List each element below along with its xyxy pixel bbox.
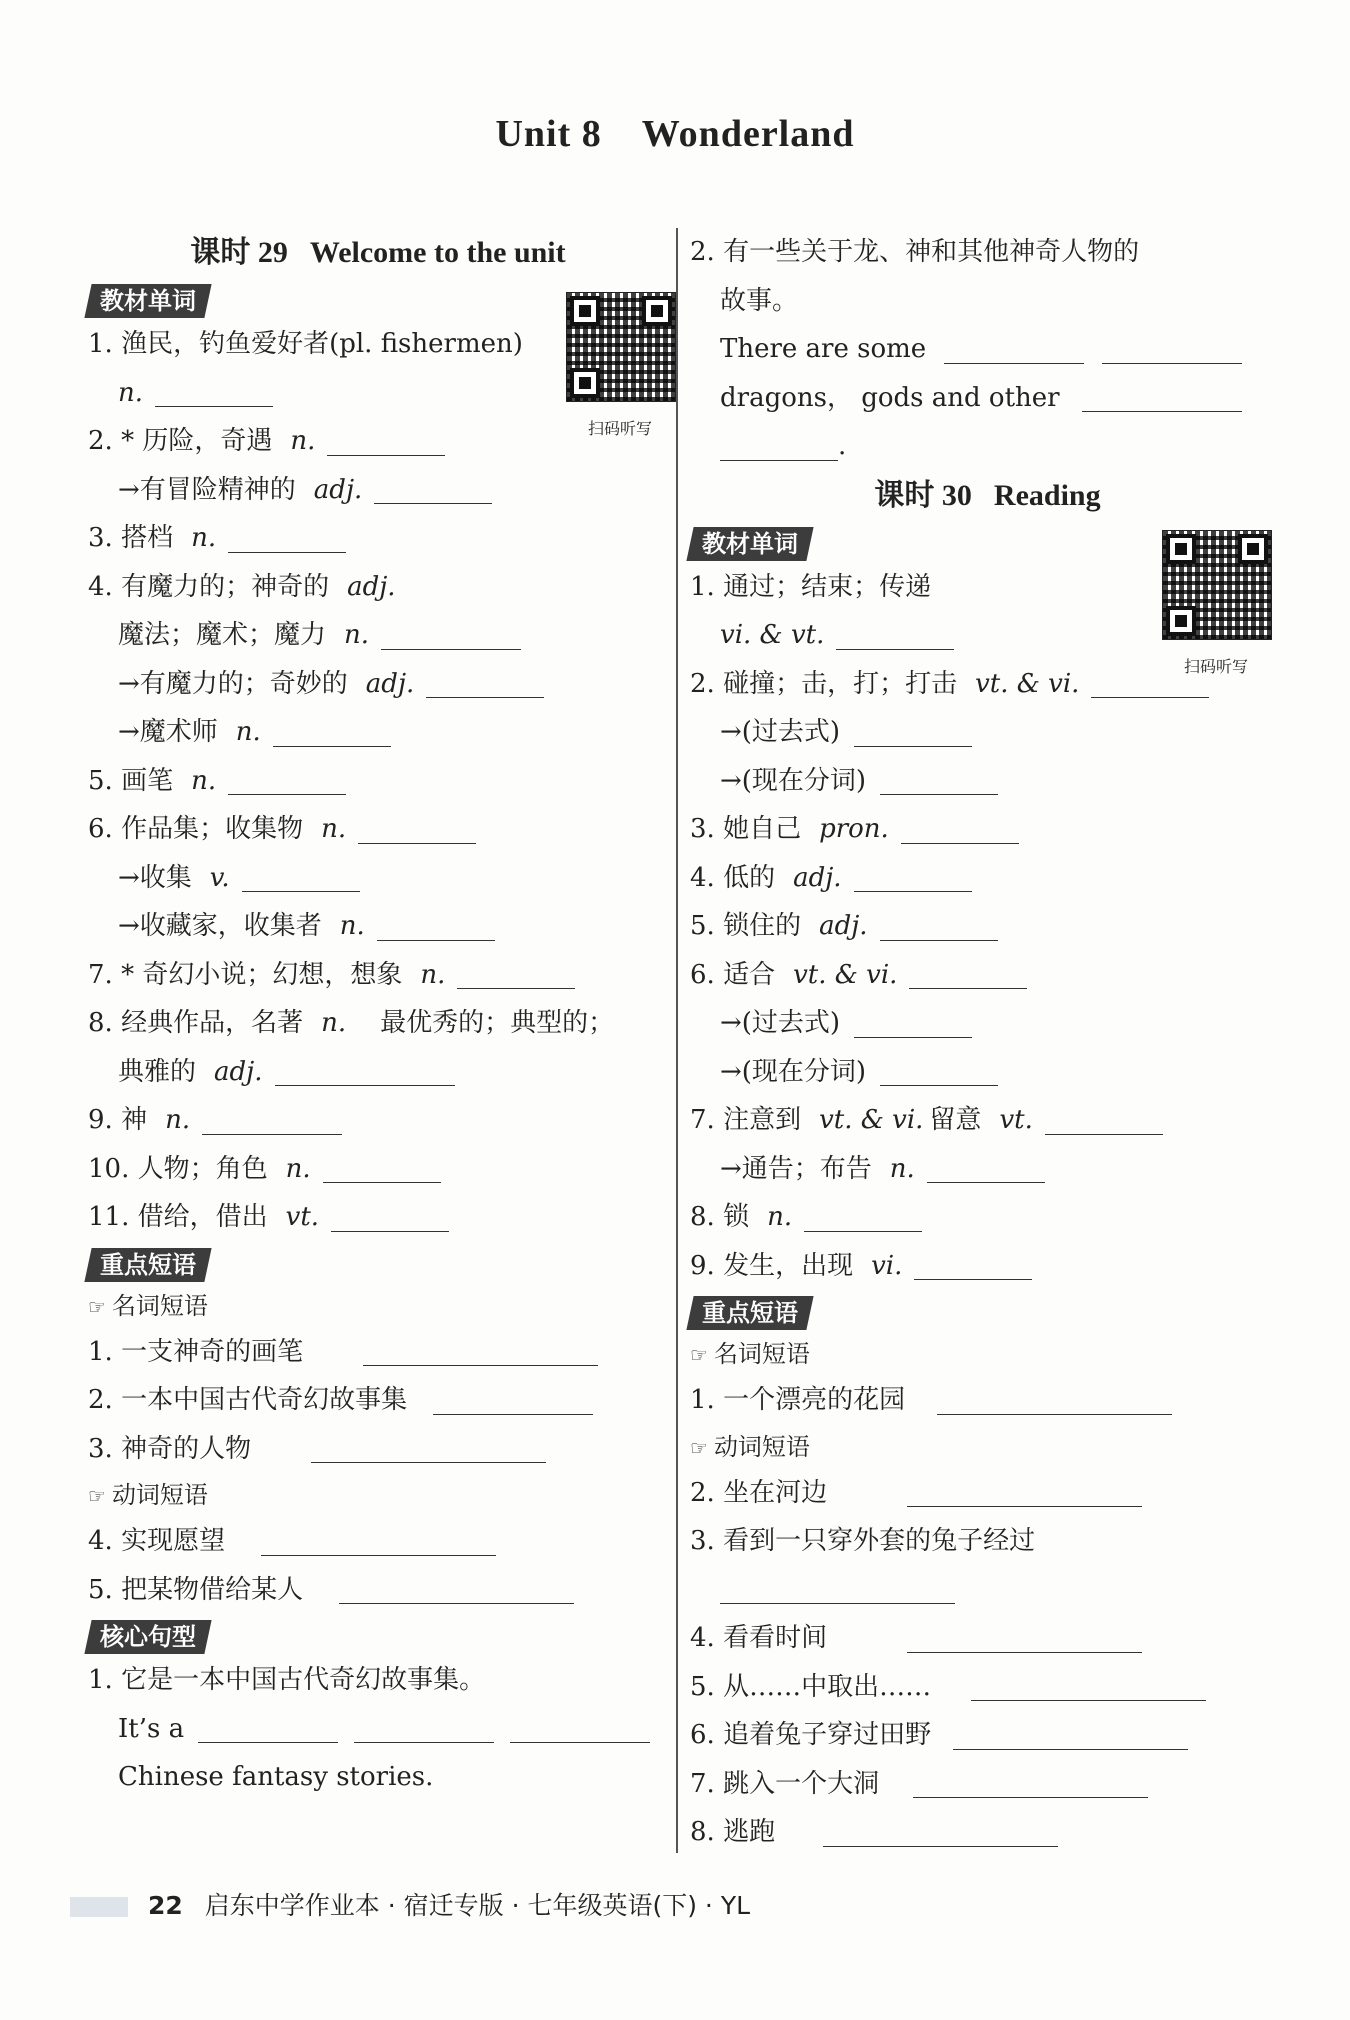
vocab-item: 典雅的 adj. bbox=[88, 1048, 668, 1097]
qr-label: 扫码听写 bbox=[1183, 657, 1248, 676]
answer-blank[interactable] bbox=[433, 1388, 593, 1415]
answer-blank[interactable] bbox=[323, 1156, 441, 1183]
phrase-item: 7. 跳入一个大洞 bbox=[690, 1760, 1285, 1809]
vocab-item: n. bbox=[88, 369, 668, 418]
pointing-hand-icon: ☞ bbox=[88, 1294, 106, 1319]
answer-blank[interactable] bbox=[1082, 385, 1242, 412]
vocab-item: 5. 锁住的 adj. bbox=[690, 902, 1285, 951]
answer-blank[interactable] bbox=[275, 1059, 455, 1086]
sentence-item: 故事。 bbox=[720, 285, 799, 316]
answer-blank[interactable] bbox=[358, 817, 476, 844]
vocab-item: →收集 v. bbox=[88, 854, 668, 903]
vocab-item: 2. * 历险，奇遇 n. bbox=[88, 417, 668, 466]
answer-blank[interactable] bbox=[311, 1436, 546, 1463]
answer-blank[interactable] bbox=[854, 1011, 972, 1038]
answer-blank[interactable] bbox=[242, 865, 360, 892]
vocab-item: →(现在分词) bbox=[690, 1048, 1285, 1097]
vocab-item: 2. 碰撞；击，打；打击 vt. & vi. bbox=[690, 660, 1285, 709]
answer-blank[interactable] bbox=[155, 380, 273, 407]
right-column bbox=[690, 228, 1285, 1857]
qr-label: 扫码听写 bbox=[587, 419, 652, 438]
vocab-item: vi. & vt. bbox=[690, 611, 1285, 660]
verb-phrases-label: ☞ 动词短语 bbox=[690, 1432, 810, 1461]
answer-blank[interactable] bbox=[854, 865, 972, 892]
answer-blank[interactable] bbox=[836, 623, 954, 650]
phrase-item: 6. 追着兔子穿过田野 bbox=[690, 1711, 1285, 1760]
answer-blank[interactable] bbox=[880, 768, 998, 795]
section-vocab-heading: 教材单词 bbox=[686, 527, 813, 561]
verb-phrases-label: ☞ 动词短语 bbox=[88, 1481, 208, 1509]
answer-blank[interactable] bbox=[913, 1771, 1148, 1798]
book-title: 启东中学作业本 · 宿迁专版 · 七年级英语(下) · YL bbox=[204, 1891, 751, 1920]
vocab-item: 7. 注意到 vt. & vi. 留意 vt. bbox=[690, 1096, 1285, 1145]
sentence-item: dragons， gods and other bbox=[690, 374, 1285, 423]
vocab-item: 3. 搭档 n. bbox=[88, 514, 668, 563]
answer-blank[interactable] bbox=[907, 1626, 1142, 1653]
vocab-item: 5. 画笔 n. bbox=[88, 757, 668, 806]
vocab-item: →(过去式) bbox=[690, 708, 1285, 757]
lesson-29-title: 课时 29 Welcome to the unit bbox=[190, 236, 566, 269]
answer-blank[interactable] bbox=[228, 526, 346, 553]
section-vocab-heading: 教材单词 bbox=[84, 284, 211, 318]
vocab-item: 魔法；魔术；魔力 n. bbox=[88, 611, 668, 660]
lesson-30-title: 课时 30 Reading bbox=[874, 478, 1101, 512]
sentence-item: There are some bbox=[690, 325, 1285, 374]
sentence-item: 2. 有一些关于龙、神和其他神奇人物的 bbox=[690, 237, 1140, 267]
unit-title bbox=[0, 112, 1350, 156]
vocab-item: →收藏家，收集者 n. bbox=[88, 902, 668, 951]
vocab-item: 1. 渔民，钓鱼爱好者(pl. fishermen) bbox=[88, 329, 523, 359]
phrase-item: 4. 实现愿望 bbox=[88, 1517, 668, 1566]
answer-blank[interactable] bbox=[510, 1716, 650, 1743]
answer-blank[interactable] bbox=[880, 914, 998, 941]
noun-phrases-label: ☞ 名词短语 bbox=[690, 1340, 810, 1368]
vocab-item: →(过去式) bbox=[690, 999, 1285, 1048]
page-number: 22 bbox=[148, 1891, 183, 1920]
phrase-item: 1. 一个漂亮的花园 bbox=[690, 1376, 1285, 1425]
sentence-item: . bbox=[690, 422, 1285, 471]
qr-code-lesson-30[interactable] bbox=[1162, 530, 1270, 677]
answer-blank[interactable] bbox=[854, 720, 972, 747]
vocab-item: →魔术师 n. bbox=[88, 708, 668, 757]
vocab-item: 3. 她自己 pron. bbox=[690, 805, 1285, 854]
vocab-item: →有冒险精神的 adj. bbox=[88, 466, 668, 515]
pointing-hand-icon: ☞ bbox=[690, 1435, 708, 1460]
vocab-item: →通告；布告 n. bbox=[690, 1145, 1285, 1194]
answer-blank[interactable] bbox=[901, 817, 1019, 844]
phrase-item: 3. 神奇的人物 bbox=[88, 1425, 668, 1474]
vocab-item: 6. 作品集；收集物 n. bbox=[88, 805, 668, 854]
answer-blank[interactable] bbox=[377, 914, 495, 941]
section-phrases-heading: 重点短语 bbox=[686, 1296, 813, 1330]
answer-blank[interactable] bbox=[909, 962, 1027, 989]
phrase-item: 5. 从……中取出…… bbox=[690, 1663, 1285, 1712]
vocab-item: 8. 经典作品，名著 n. 最优秀的；典型的； bbox=[88, 1008, 615, 1038]
answer-blank[interactable] bbox=[327, 429, 445, 456]
answer-blank[interactable] bbox=[907, 1480, 1142, 1507]
answer-blank[interactable] bbox=[457, 962, 575, 989]
answer-blank[interactable] bbox=[331, 1205, 449, 1232]
answer-blank[interactable] bbox=[363, 1339, 598, 1366]
phrase-item: 8. 逃跑 bbox=[690, 1808, 1285, 1857]
vocab-item: 11. 借给，借出 vt. bbox=[88, 1193, 668, 1242]
answer-blank[interactable] bbox=[944, 337, 1084, 364]
answer-blank[interactable] bbox=[374, 477, 492, 504]
answer-blank[interactable] bbox=[971, 1674, 1206, 1701]
vocab-item: 8. 锁 n. bbox=[690, 1193, 1285, 1242]
answer-blank[interactable] bbox=[354, 1716, 494, 1743]
pointing-hand-icon: ☞ bbox=[88, 1484, 106, 1508]
answer-blank[interactable] bbox=[273, 720, 391, 747]
column-divider bbox=[676, 228, 678, 1853]
qr-code-icon bbox=[566, 292, 676, 402]
vocab-item: 10. 人物；角色 n. bbox=[88, 1145, 668, 1194]
vocab-item: 9. 发生，出现 vi. bbox=[690, 1242, 1285, 1291]
noun-phrases-label: ☞ 名词短语 bbox=[88, 1291, 208, 1320]
phrase-item: 3. 看到一只穿外套的兔子经过 bbox=[690, 1526, 1036, 1556]
answer-blank[interactable] bbox=[339, 1577, 574, 1604]
answer-blank[interactable] bbox=[720, 434, 838, 461]
phrase-item bbox=[690, 1566, 1285, 1615]
pointing-hand-icon: ☞ bbox=[690, 1343, 708, 1367]
vocab-item: 6. 适合 vt. & vi. bbox=[690, 951, 1285, 1000]
vocab-item: 4. 低的 adj. bbox=[690, 854, 1285, 903]
unit-name: Wonderland bbox=[641, 113, 855, 155]
answer-blank[interactable] bbox=[880, 1059, 998, 1086]
section-sentences-heading: 核心句型 bbox=[84, 1620, 211, 1654]
qr-code-lesson-29[interactable] bbox=[566, 292, 674, 439]
answer-blank[interactable] bbox=[937, 1388, 1172, 1415]
vocab-item: →有魔力的；奇妙的 adj. bbox=[88, 660, 668, 709]
unit-number: Unit 8 bbox=[495, 113, 602, 155]
answer-blank[interactable] bbox=[927, 1156, 1045, 1183]
page-footer bbox=[70, 1888, 750, 1924]
answer-blank[interactable] bbox=[953, 1723, 1188, 1750]
vocab-item: →(现在分词) bbox=[690, 757, 1285, 806]
phrase-item: 4. 看看时间 bbox=[690, 1614, 1285, 1663]
sentence-item: 1. 它是一本中国古代奇幻故事集。 bbox=[88, 1665, 486, 1695]
answer-blank[interactable] bbox=[1102, 337, 1242, 364]
vocab-item: 7. * 奇幻小说；幻想，想象 n. bbox=[88, 951, 668, 1000]
answer-blank[interactable] bbox=[381, 623, 521, 650]
answer-blank[interactable] bbox=[914, 1253, 1032, 1280]
phrase-item: 2. 一本中国古代奇幻故事集 bbox=[88, 1376, 668, 1425]
answer-blank[interactable] bbox=[720, 1577, 955, 1604]
phrase-item: 2. 坐在河边 bbox=[690, 1469, 1285, 1518]
left-column bbox=[88, 228, 668, 1802]
answer-blank[interactable] bbox=[1045, 1108, 1163, 1135]
vocab-item: 9. 神 n. bbox=[88, 1096, 668, 1145]
answer-blank[interactable] bbox=[261, 1529, 496, 1556]
page-marker bbox=[70, 1897, 128, 1917]
vocab-item: 4. 有魔力的；神奇的 adj. bbox=[88, 571, 396, 602]
answer-blank[interactable] bbox=[426, 671, 544, 698]
answer-blank[interactable] bbox=[228, 768, 346, 795]
sentence-item: Chinese fantasy stories. bbox=[118, 1762, 434, 1792]
phrase-item: 5. 把某物借给某人 bbox=[88, 1566, 668, 1615]
answer-blank[interactable] bbox=[804, 1205, 922, 1232]
section-phrases-heading: 重点短语 bbox=[84, 1248, 211, 1282]
qr-code-icon bbox=[1162, 530, 1272, 640]
sentence-item: It’s a bbox=[88, 1705, 668, 1754]
answer-blank[interactable] bbox=[198, 1716, 338, 1743]
answer-blank[interactable] bbox=[202, 1108, 342, 1135]
answer-blank[interactable] bbox=[823, 1820, 1058, 1847]
vocab-item: 1. 通过；结束；传递 bbox=[690, 571, 932, 602]
phrase-item: 1. 一支神奇的画笔 bbox=[88, 1328, 668, 1377]
